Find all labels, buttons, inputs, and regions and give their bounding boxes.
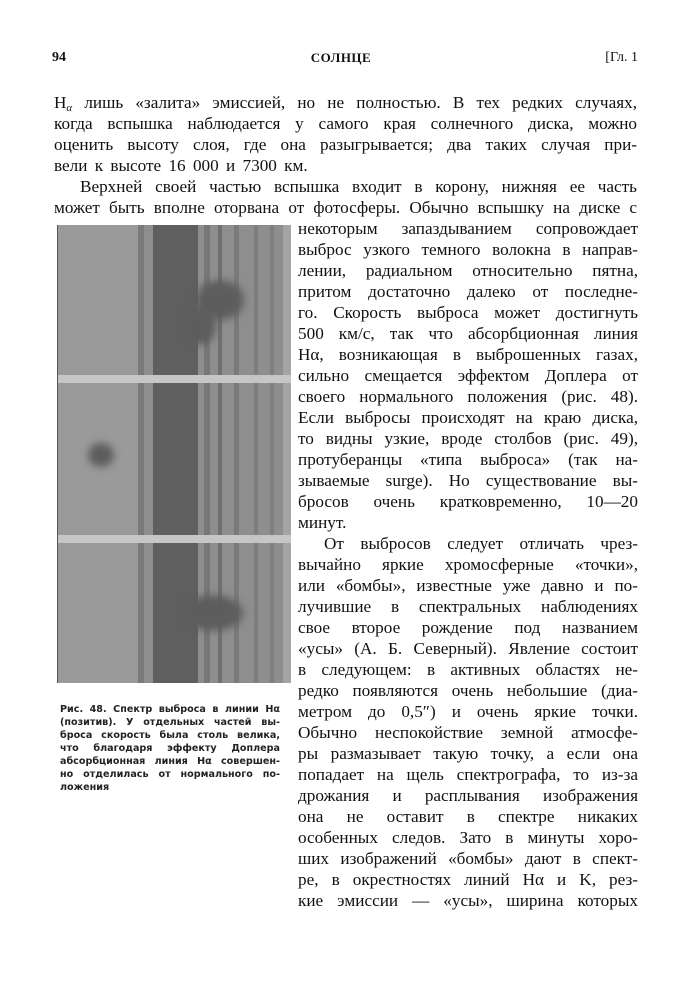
paragraph-start-line: От выбросов следует отличать чрез- xyxy=(324,534,638,553)
text-line: редко появляются очень небольшие (диа- xyxy=(298,681,638,700)
text-line: Hα, возникающая в выброшенных газах, xyxy=(298,345,638,364)
text-line: может быть вполне оторвана от фотосферы. Обычно вспышку на диске с xyxy=(54,198,637,217)
text-line: ших изображений «бомбы» дают в спект- xyxy=(298,849,638,868)
text-line: ре, в окрестностях линий Hα и K, рез- xyxy=(298,870,638,889)
figure-caption: Рис. 48. Спектр выброса в линии Hα (позитив). У отдельных частей вы- броса скорость была столь велика, что благодаря эффекту Доплера абсорбционная линия Hα совершен- но отделилась от нормального по- ложения xyxy=(60,704,280,793)
text-line: особенных следов. Зато в минуты хоро- xyxy=(298,828,638,847)
text-line: Обычно неспокойствие земной атмосфе- xyxy=(298,723,638,742)
text-line: некоторым запаздыванием сопровождает xyxy=(298,219,638,238)
text-line: метром до 0,5″) и очень яркие точки. xyxy=(298,702,638,721)
running-head xyxy=(52,50,638,70)
text-line: лучившие в спектральных наблюдениях xyxy=(298,597,638,616)
text-line: минут. xyxy=(298,513,347,532)
text-line: то видны узкие, вроде столбов (рис. 49), xyxy=(298,429,638,448)
text-line: выброс узкого темного волокна в направ- xyxy=(298,240,638,259)
text-line: оценить высоту слоя, где она разыгрывается; два таких случая при- xyxy=(54,135,637,154)
text-line: Если выбросы происходят на краю диска, xyxy=(298,408,638,427)
page-number: 94 xyxy=(52,50,66,65)
text-line: своего нормального положения (рис. 48). xyxy=(298,387,638,406)
text-line: «усы» (А. Б. Северный). Явление состоит xyxy=(298,639,638,658)
paragraph-start-line: Верхней своей частью вспышка входит в корону, нижняя ее часть xyxy=(80,177,637,196)
text-line: лении, радиальном относительно пятна, xyxy=(298,261,638,280)
text-line: она не оставит в спектре никаких xyxy=(298,807,638,826)
running-title: СОЛНЦЕ xyxy=(310,50,372,65)
chapter-reference: [Гл. 1 xyxy=(605,50,638,65)
spectrum-figure xyxy=(57,225,291,683)
text-line: $H_\alpha$ лишь «залита» эмиссией, но не полностью. В тех редких случаях, xyxy=(54,93,637,114)
text-line: свое второе рождение под названием xyxy=(298,618,638,637)
text-line: или «бомбы», известные уже давно и по- xyxy=(298,576,638,595)
separator-band xyxy=(58,535,291,543)
text-line: когда вспышка наблюдается у самого края солнечного диска, можно xyxy=(54,114,637,133)
text-line: в следующем: в активных областях не- xyxy=(298,660,638,679)
separator-band xyxy=(58,375,291,383)
text-line: бросов очень кратковременно, 10—20 xyxy=(298,492,638,511)
text-line: зываемые surge). Но существование вы- xyxy=(298,471,638,490)
text-line: ры размазывает такую точку, а если она xyxy=(298,744,638,763)
text-line: вычайно яркие хромосферные «точки», xyxy=(298,555,638,574)
text-line: протуберанцы «типа выброса» (так на- xyxy=(298,450,638,469)
text-line: притом достаточно далеко от последне- xyxy=(298,282,638,301)
text-line: сильно смещается эффектом Доплера от xyxy=(298,366,638,385)
text-line: вели к высоте 16 000 и 7300 км. xyxy=(54,156,308,175)
text-line: 500 км/с, так что абсорбционная линия xyxy=(298,324,638,343)
text-line: дрожания и расплывания изображения xyxy=(298,786,638,805)
text-line: кие эмиссии — «усы», ширина которых xyxy=(298,891,638,910)
text-line: попадает на щель спектрографа, то из-за xyxy=(298,765,638,784)
text-line: го. Скорость выброса может достигнуть xyxy=(298,303,638,322)
